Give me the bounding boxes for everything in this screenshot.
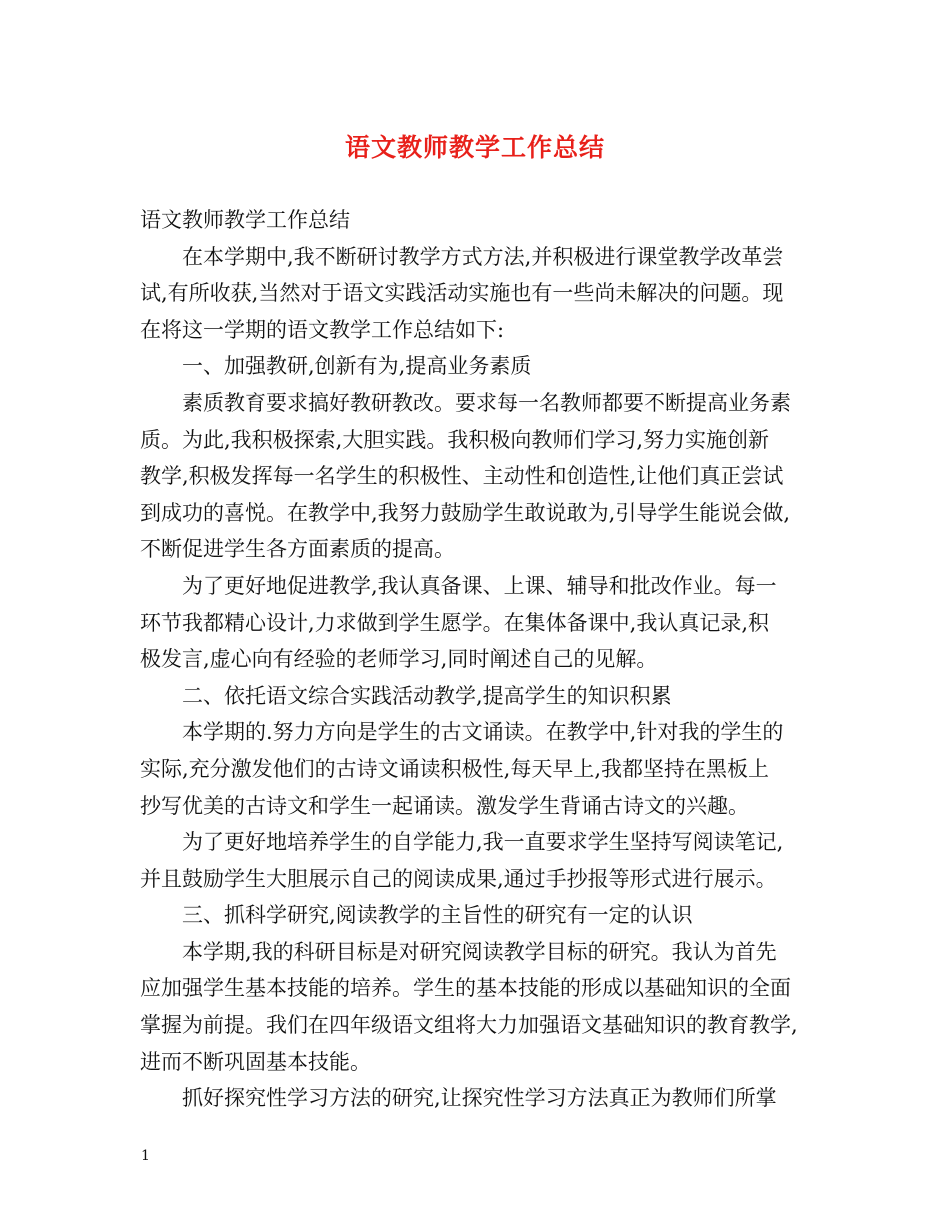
body-line: 素质教育要求搞好教研教改。要求每一名教师都要不断提高业务素 [182,390,791,415]
body-line: 实际,充分激发他们的古诗文诵读积极性,每天早上,我都坚持在黑板上 [140,756,770,781]
section-heading: 三、抓科学研究,阅读教学的主旨性的研究有一定的认识 [182,903,693,928]
body-line: 本学期的.努力方向是学生的古文诵读。在教学中,针对我的学生的 [182,720,784,745]
body-line: 为了更好地促进教学,我认真备课、上课、辅导和批改作业。每一 [182,573,777,598]
body-line: 并且鼓励学生大胆展示自己的阅读成果,通过手抄报等形式进行展示。 [140,866,777,891]
body-line: 本学期,我的科研目标是对研究阅读教学目标的研究。我认为首先 [182,939,777,964]
body-line: 进而不断巩固基本技能。 [140,1049,371,1074]
page-number: 1 [141,1148,150,1164]
body-line: 语文教师教学工作总结 [140,208,350,232]
document-body [140,202,816,1117]
body-line: 环节我都精心设计,力求做到学生愿学。在集体备课中,我认真记录,积 [140,610,770,635]
body-line: 在将这一学期的语文教学工作总结如下: [140,317,505,342]
body-line: 应加强学生基本技能的培养。学生的基本技能的形成以基础知识的全面 [140,976,791,1001]
body-line: 为了更好地培养学生的自学能力,我一直要求学生坚持写阅读笔记, [182,830,784,855]
body-line: 到成功的喜悦。在教学中,我努力鼓励学生敢说敢为,引导学生能说会做, [140,500,791,525]
body-line: 在本学期中,我不断研讨教学方式方法,并积极进行课堂教学改革尝 [182,244,784,269]
section-heading: 一、加强教研,创新有为,提高业务素质 [182,354,532,379]
body-line: 抓好探究性学习方法的研究,让探究性学习方法真正为教师们所掌 [182,1086,777,1111]
body-line: 教学,积极发挥每一名学生的积极性、主动性和创造性,让他们真正尝试 [140,464,784,489]
section-heading: 二、依托语文综合实践活动教学,提高学生的知识积累 [182,683,672,708]
document-title: 语文教师教学工作总结 [344,133,605,162]
body-line: 不断促进学生各方面素质的提高。 [140,537,455,562]
body-line: 极发言,虚心向有经验的老师学习,同时阐述自己的见解。 [140,647,658,672]
body-line: 抄写优美的古诗文和学生一起诵读。激发学生背诵古诗文的兴趣。 [140,793,749,818]
body-line: 质。为此,我积极探索,大胆实践。我积极向教师们学习,努力实施创新 [140,427,770,452]
body-line: 试,有所收获,当然对于语文实践活动实施也有一些尚未解决的问题。现 [140,281,784,306]
body-line: 掌握为前提。我们在四年级语文组将大力加强语文基础知识的教育教学, [140,1013,798,1038]
